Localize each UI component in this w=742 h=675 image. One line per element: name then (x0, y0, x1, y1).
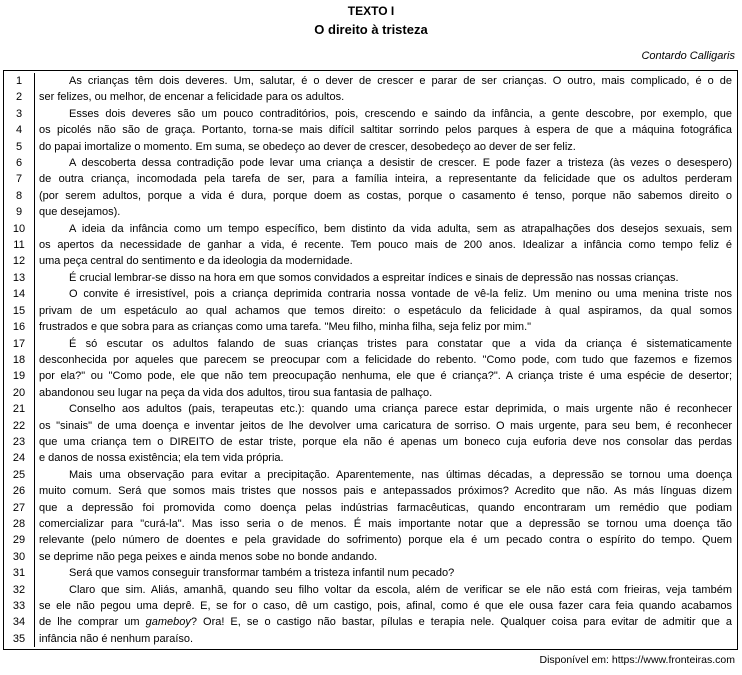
line-text: O convite é irresistível, pois a criança deprimida contraria nossa vontade de vê-la feliz. Um menino ou uma menina triste nos (69, 288, 732, 301)
line-number: 34 (4, 614, 35, 630)
line-text: A descoberta dessa contradição pode levar uma criança a desistir de crescer. E pode fazer a tristeza (às vezes o desespero) (69, 157, 732, 170)
line-text: se ele não pegou uma deprê. E, se for o caso, dê um castigo, pois, afinal, como é que ele ousa fazer cara feia quando acabamos (39, 600, 732, 612)
line-number: 4 (4, 122, 35, 138)
line-number: 10 (4, 221, 35, 237)
text-line-row (4, 188, 737, 204)
text-line-row (4, 500, 737, 516)
line-text: abandonou seu lugar na peça da vida dos adultos, tirou sua fantasia de palhaço. (39, 386, 433, 399)
line-number: 22 (4, 418, 35, 434)
line-text: As crianças têm dois deveres. Um, salutar, é o dever de crescer e parar de ser crianças. O outro, mais complicado, é o de (69, 75, 732, 87)
line-text: Mais uma observação para evitar a precipitação. Aparentemente, nas últimas décadas, a depressão se tornou uma doença (69, 468, 732, 481)
line-number: 16 (4, 319, 35, 335)
line-number: 3 (4, 106, 35, 122)
text-line-row (4, 582, 737, 598)
line-text: do papai imortalize o momento. Em suma, se obedeço ao dever de crescer, desobedeço ao dever de ser feliz. (39, 140, 576, 153)
text-line-row (4, 352, 737, 368)
line-text: que uma criança tem o DIREITO de estar triste, porque ela não é apenas um boneco cuja euforia deve nos consolar das perdas (39, 435, 732, 448)
line-number: 2 (4, 89, 35, 105)
line-text: uma peça central do sentimento e da ideologia da modernidade. (39, 255, 353, 268)
line-text: Esses dois deveres são um pouco contraditórios, pois, crescendo e saindo da infância, a gente descobre, por exemplo, que (69, 107, 732, 120)
text-line-row (4, 385, 737, 401)
line-number: 24 (4, 450, 35, 466)
text-line-row (4, 319, 737, 335)
line-text: e danos de nossa existência; ela tem vida própria. (39, 452, 284, 465)
line-text: A ideia da infância como um tempo específico, bem distinto da vida adulta, sem as atrapalhações dos desejos sexuais, sem (69, 222, 732, 235)
line-number: 23 (4, 434, 35, 450)
line-number: 35 (4, 631, 35, 647)
line-text: frustrados e que sobra para as crianças como uma tarefa. "Meu filho, minha filha, seja feliz por mim." (39, 321, 532, 334)
line-text: ser felizes, ou melhor, de encenar a felicidade para os adultos. (39, 91, 345, 104)
line-number: 13 (4, 270, 35, 286)
line-number: 14 (4, 286, 35, 302)
numbered-text-table (3, 70, 738, 650)
text-line-row (4, 598, 737, 614)
line-number: 20 (4, 385, 35, 401)
text-line-row (4, 565, 737, 581)
line-number: 33 (4, 598, 35, 614)
text-line-row (4, 155, 737, 171)
line-text: de lhe comprar um gameboy? Ora! E, se o castigo não bastar, pílulas e terapia nele. Qualquer coisa para evitar de admitir que a (39, 616, 732, 629)
line-number: 27 (4, 500, 35, 516)
line-text: privam de um espetáculo ao qual achamos que temos direito: o espetáculo da felicidade à qual aspiramos, da qual somos (39, 304, 732, 317)
text-line-row (4, 106, 737, 122)
line-number: 1 (4, 73, 35, 89)
text-line-row (4, 516, 737, 532)
line-text: relevante (pelo número de doentes e pela gravidade do sofrimento) porque ela é um pecado contra o espírito do tempo. Quem (39, 534, 732, 547)
line-number: 29 (4, 532, 35, 548)
line-number: 9 (4, 204, 35, 220)
text-line-row (4, 467, 737, 483)
line-text: que desejamos). (39, 206, 121, 219)
line-text: se deprime não pega peixes e ainda menos sobe no bonde andando. (39, 550, 378, 563)
line-number: 30 (4, 549, 35, 565)
line-text: (por serem adultos, porque a vida é dura, porque doem as costas, porque o casamento é tenso, porque não sabemos direito o (39, 189, 732, 202)
text-line-row (4, 336, 737, 352)
text-line-row (4, 418, 737, 434)
text-line-row (4, 549, 737, 565)
line-number: 15 (4, 303, 35, 319)
line-text: de outra criança, incomodada pela tarefa de ser, para a família inteira, a representante da felicidade que os adultos perderam (39, 173, 732, 186)
text-line-row (4, 631, 737, 647)
line-number: 5 (4, 139, 35, 155)
line-text: É crucial lembrar-se disso na hora em que somos convidados a espreitar índices e sinais de depressão nas nossas crianças. (69, 271, 679, 284)
line-number: 12 (4, 253, 35, 269)
text-line-row (4, 171, 737, 187)
line-number: 7 (4, 171, 35, 187)
line-text: desconhecida por aqueles que parecem se preocupar com a felicidade do rebento. "Como pode, com tudo que fazemos e fizemos (39, 353, 732, 366)
text-heading: TEXTO I (347, 4, 395, 18)
source-reference: Disponível em: https://www.fronteiras.com (539, 654, 735, 667)
line-number: 19 (4, 368, 35, 384)
line-text: que a depressão foi promovida como doença pelas indústrias farmacêuticas, quando encontraram um remédio que podiam (39, 501, 732, 514)
text-line-row (4, 286, 737, 302)
line-number: 21 (4, 401, 35, 417)
line-text: os apertos da necessidade de ganhar a vida, é recente. Tem pouco mais de 200 anos. Idealizar a infância como tempo feliz é (39, 239, 732, 252)
line-number: 28 (4, 516, 35, 532)
line-text: por ela?" ou "Como pode, ele que não tem preocupação nenhuma, ele que é criança?". A criança triste é uma espécie de desertor; (39, 370, 732, 383)
line-text: infância não é nenhum paraíso. (39, 632, 194, 645)
text-line-row (4, 237, 737, 253)
text-line-row (4, 89, 737, 105)
line-number: 11 (4, 237, 35, 253)
text-line-row (4, 204, 737, 220)
line-number: 8 (4, 188, 35, 204)
line-text: muito comum. Será que somos mais tristes que nossos pais e antepassados próximos? Acredito que não. As más línguas dizem (39, 485, 732, 498)
author-byline: Contardo Calligaris (641, 50, 735, 62)
text-line-row (4, 401, 737, 417)
line-number: 18 (4, 352, 35, 368)
line-text: É só escutar os adultos falando de suas crianças tristes para constatar que a vida da criança é sistematicamente (69, 337, 732, 350)
line-text: Será que vamos conseguir transformar também a tristeza infantil num pecado? (69, 567, 455, 580)
text-line-row (4, 434, 737, 450)
line-text: Claro que sim. Aliás, amanhã, quando seu filho voltar da escola, além de verificar se ele não está com frieiras, veja também (69, 583, 732, 596)
text-line-row (4, 139, 737, 155)
line-text: os picolés não são de graça. Portanto, torna-se mais difícil saltitar sorrindo pelos parques à espera de que a máquina fotográfica (39, 124, 732, 137)
text-line-row (4, 614, 737, 630)
text-line-row (4, 270, 737, 286)
text-line-row (4, 253, 737, 269)
line-number: 32 (4, 582, 35, 598)
page-title: O direito à tristeza (314, 22, 428, 37)
text-line-row (4, 303, 737, 319)
line-text: os "sinais" de uma doença e inventar jeitos de lhe devolver uma caricatura de sorriso. O mais urgente, para seu bem, é reconhecer (39, 419, 732, 432)
text-body (4, 73, 737, 647)
text-line-row (4, 368, 737, 384)
line-text: Conselho aos adultos (pais, terapeutas etc.): quando uma criança parece estar deprimida, o mais urgente não é reconhecer (69, 403, 732, 416)
line-number: 31 (4, 565, 35, 581)
line-text: comercializar para "curá-la". Mas isso seria o de menos. É mais importante notar que a depressão se tornou uma doença tão (39, 517, 732, 530)
text-line-row (4, 221, 737, 237)
text-line-row (4, 450, 737, 466)
text-line-row (4, 483, 737, 499)
text-line-row (4, 532, 737, 548)
line-number: 6 (4, 155, 35, 171)
line-number: 17 (4, 336, 35, 352)
text-line-row (4, 122, 737, 138)
line-number: 25 (4, 467, 35, 483)
line-number: 26 (4, 483, 35, 499)
text-line-row (4, 73, 737, 89)
